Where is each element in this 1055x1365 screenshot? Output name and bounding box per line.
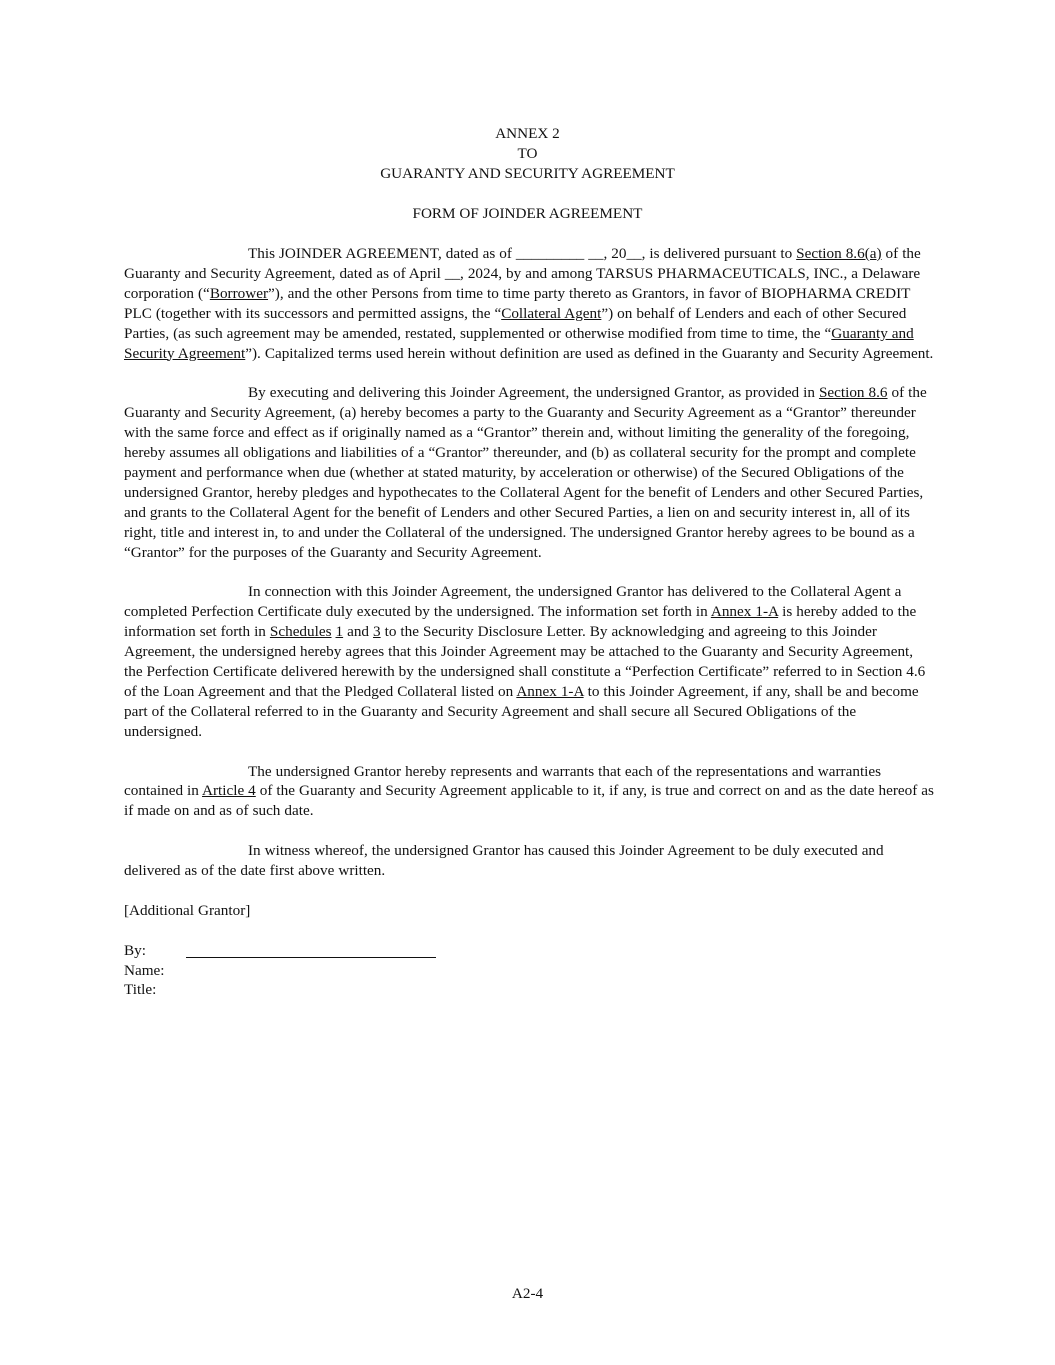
defined-term: Guaranty and Security Agreement xyxy=(124,324,914,362)
name-label: Name: xyxy=(124,961,165,979)
document-body xyxy=(124,244,934,1000)
signature-line xyxy=(186,943,436,958)
schedule-number: 1 xyxy=(335,623,344,641)
annex-to: TO xyxy=(517,144,538,162)
paragraph-perfection-certificate xyxy=(124,582,934,741)
section-reference: Section 8.6 xyxy=(818,384,888,402)
paragraph-representations xyxy=(124,762,934,822)
paragraph-joinder xyxy=(124,383,934,562)
agreement-title: GUARANTY AND SECURITY AGREEMENT xyxy=(380,164,675,182)
paragraph-witness xyxy=(124,841,934,881)
signature-block xyxy=(124,941,934,1001)
schedule-number: 3 xyxy=(373,623,381,641)
title-label: Title: xyxy=(124,981,157,999)
defined-term: Collateral Agent xyxy=(501,304,602,322)
text-run: to this Joinder Agreement, if any, shall be and become part of the Collateral referred to in the Guaranty and Security Agreement and shall secure all Secured Obligations of the undersigned. xyxy=(124,682,919,740)
form-title: FORM OF JOINDER AGREEMENT xyxy=(412,205,643,222)
text-run: of the Guaranty and Security Agreement applicable to it, if any, is true and correct on and as the date hereof as if made on and as of such date. xyxy=(124,782,934,820)
text-run: In witness whereof, the undersigned Grantor has caused this Joinder Agreement to be duly executed and delivered as of the date first above written. xyxy=(124,842,884,880)
annex-heading xyxy=(0,124,1055,184)
signature-name-row xyxy=(124,961,934,981)
text-run: of the Guaranty and Security Agreement, dated as of April __, 2024, by and among TARSUS PHARMACEUTICALS, INC., a Delaware corporation (“ xyxy=(124,245,921,302)
text-run: ”). Capitalized terms used herein without definition are used as defined in the Guaranty and Security Agreement. xyxy=(245,344,934,362)
text-run: of the Guaranty and Security Agreement, (a) hereby becomes a party to the Guaranty and Security Agreement as a “Grantor” thereunder with the same force and effect as if originally named as a “Grantor” therein and, without limiting the generality of the foregoing, hereby assumes all obligations and liabilities of a “Grantor” thereunder, and (b) as collateral security for the prompt and complete payment and performance when due (whether at stated maturity, by acceleration or otherwise) of the Secured Obligations of the undersigned Grantor, hereby pledges and hypothecates to the Collateral Agent for the benefit of Lenders and other Secured Parties, and grants to the Collateral Agent for the benefit of Lenders and other Secured Parties, a lien on and security interest in, all of its right, title and interest in, to and under the Collateral of the undersigned. The undersigned Grantor hereby agrees to be bound as a “Grantor” for the purposes of the Guaranty and Security Agreement. xyxy=(124,384,927,561)
defined-term: Borrower xyxy=(209,284,269,302)
section-reference: Section 8.6(a) xyxy=(796,245,882,262)
by-label: By: xyxy=(124,941,146,959)
annex-reference: Annex 1-A xyxy=(516,682,584,700)
signature-title-row xyxy=(124,980,934,1000)
article-reference: Article 4 xyxy=(202,782,256,800)
annex-reference: Annex 1-A xyxy=(710,603,779,621)
page-number: A2-4 xyxy=(511,1285,544,1302)
text-run: to the Security Disclosure Letter. By acknowledging and agreeing to this Joinder Agreement, the undersigned hereby agrees that this Joinder Agreement may be attached to the Guaranty and Security Agreement, the Perfection Certificate delivered herewith by the undersigned shall constitute a “Perfection Certificate” referred to in Section 4.6 of the Loan Agreement and that the Pledged Collateral listed on xyxy=(124,623,926,700)
text-run: By executing and delivering this Joinder Agreement, the undersigned Grantor, as provided in xyxy=(248,384,819,402)
paragraph-intro xyxy=(124,244,934,363)
form-title-block xyxy=(0,204,1055,224)
text-run: ”), and the other Persons from time to time party thereto as Grantors, in favor of BIOPHARMA CREDIT PLC (together with its successors and permitted assigns, the “ xyxy=(124,284,911,322)
text-run: In connection with this Joinder Agreement, the undersigned Grantor has delivered to the Collateral Agent a completed Perfection Certificate duly executed by the undersigned. The information set forth in xyxy=(124,583,902,621)
text-run: is hereby added to the information set forth in xyxy=(124,603,917,641)
signature-by-row xyxy=(124,941,934,961)
text-run: ”) on behalf of Lenders and each of other Secured Parties, (as such agreement may be amended, restated, supplemented or otherwise modified from time to time, the “ xyxy=(124,304,907,342)
annex-number: ANNEX 2 xyxy=(495,125,560,142)
text-run: This JOINDER AGREEMENT, dated as of _________ __, 20__, is delivered pursuant to xyxy=(248,245,797,262)
text-run: and xyxy=(343,623,374,641)
additional-grantor: [Additional Grantor] xyxy=(124,901,251,919)
schedules-reference: Schedules xyxy=(269,623,332,641)
text-run: The undersigned Grantor hereby represents and warrants that each of the representations and warranties contained in xyxy=(124,762,882,800)
